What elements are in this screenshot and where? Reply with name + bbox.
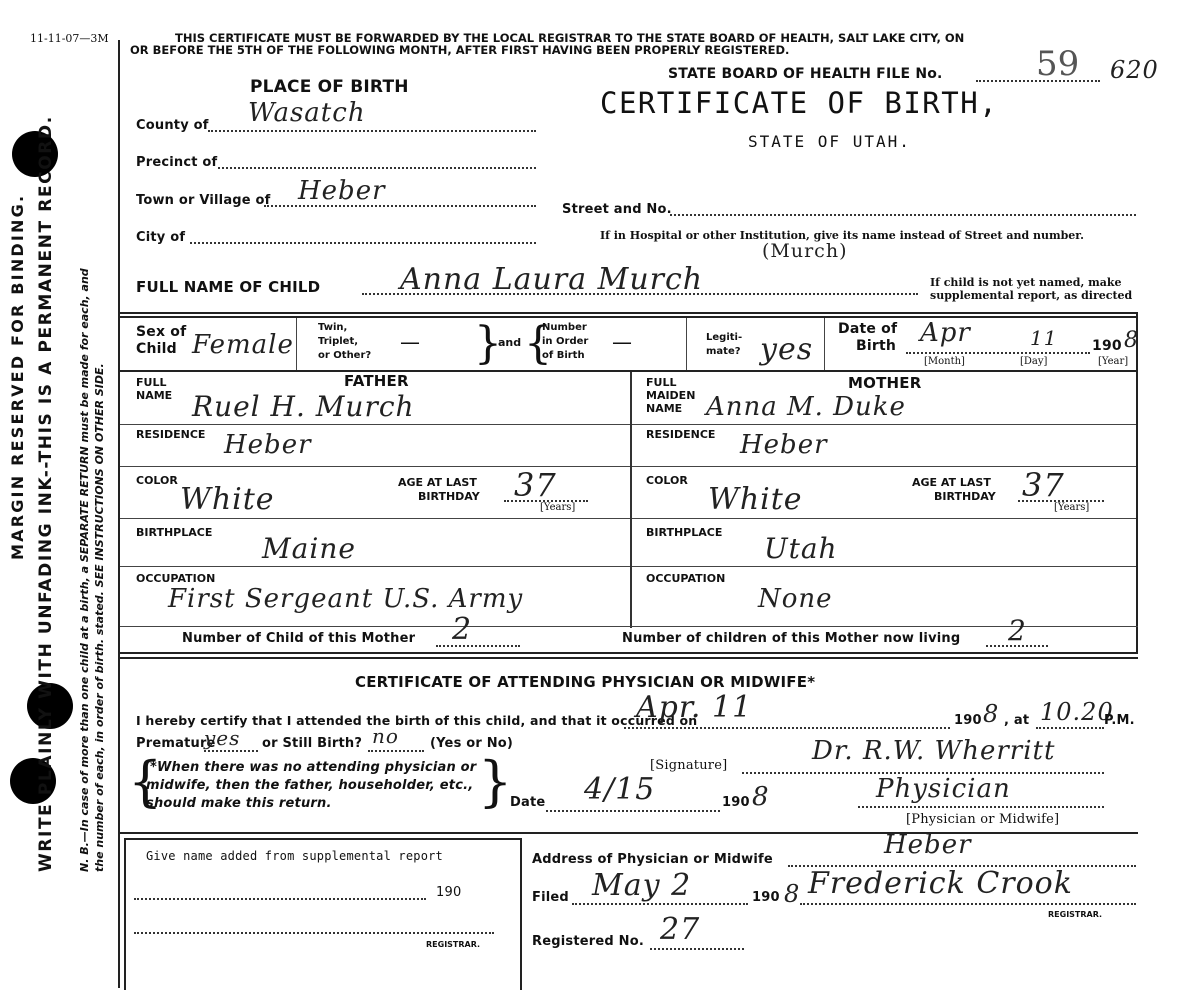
supplemental-label: Give name added from supplemental report — [146, 849, 443, 863]
order-label-1: Number — [542, 322, 587, 333]
premature-line — [204, 750, 258, 752]
time-value: 10.20 — [1040, 698, 1114, 726]
mother-birthplace-value: Utah — [764, 532, 838, 565]
supplemental-registrar-line — [134, 932, 494, 934]
father-color-label: COLOR — [136, 474, 178, 487]
mother-name-value: Anna M. Duke — [706, 392, 906, 422]
physician-title: Physician — [876, 774, 1011, 804]
order-label-2: in Order — [542, 336, 589, 347]
dob-line — [906, 352, 1090, 354]
form-code: 11-11-07—3M — [30, 32, 109, 45]
father-occupation-label: OCCUPATION — [136, 572, 216, 585]
order-label-3: of Birth — [542, 350, 585, 361]
legit-label-1: Legiti- — [706, 332, 743, 343]
parents-divider — [630, 372, 632, 628]
precinct-line — [218, 167, 536, 169]
mother-age-label-1: AGE AT LAST — [912, 476, 991, 489]
sign-date-line — [546, 810, 720, 812]
and-label: and — [498, 336, 522, 349]
address-label: Address of Physician or Midwife — [532, 852, 773, 867]
town-value: Heber — [298, 176, 386, 206]
signature-value: Dr. R.W. Wherritt — [812, 736, 1056, 766]
father-heading: FATHER — [344, 372, 409, 390]
dob-month: Apr — [920, 318, 971, 348]
title-line — [858, 806, 1104, 808]
at-label: , at — [1004, 713, 1030, 728]
year-label: [Year] — [1098, 356, 1129, 367]
file-no-extra: 620 — [1110, 56, 1159, 84]
mother-name-label-2: MAIDEN — [646, 389, 696, 402]
full-name-value: Anna Laura Murch — [400, 262, 704, 297]
father-age-value: 37 — [514, 466, 557, 504]
date-label: Date — [510, 795, 546, 810]
mother-color-label: COLOR — [646, 474, 688, 487]
registered-no-label: Registered No. — [532, 934, 644, 949]
dob-label-2: Birth — [856, 338, 897, 354]
sex-label-2: Child — [136, 341, 177, 357]
stillbirth-line — [368, 750, 424, 752]
table-top-rule-2 — [120, 316, 1138, 318]
row-rule — [120, 626, 1138, 627]
table-right-rule — [1136, 312, 1138, 654]
mother-name-label-3: NAME — [646, 402, 683, 415]
row-rule — [632, 566, 1136, 567]
precinct-label: Precinct of — [136, 155, 218, 170]
attendant-heading: CERTIFICATE OF ATTENDING PHYSICIAN OR MIDWIFE* — [355, 673, 816, 691]
birth-year-prefix: 190 — [954, 713, 982, 728]
legit-label-2: mate? — [706, 346, 741, 357]
filed-date-line — [572, 903, 748, 905]
filed-date-value: May 2 — [592, 868, 692, 903]
filed-year-digit: 8 — [784, 880, 801, 908]
table-bottom-rule-2 — [120, 657, 1138, 659]
attendant-note-1: *When there was no attending physician or — [150, 760, 477, 775]
child-number-value: 2 — [452, 612, 473, 647]
file-no-value: 59 — [1036, 44, 1080, 84]
stillbirth-value: no — [372, 724, 399, 748]
father-name-value: Ruel H. Murch — [192, 390, 415, 423]
registrar-label: REGISTRAR. — [1048, 910, 1103, 919]
father-age-label-2: BIRTHDAY — [418, 490, 480, 503]
mother-occupation-value: None — [758, 584, 833, 614]
sign-year-prefix: 190 — [722, 795, 750, 810]
father-residence-label: RESIDENCE — [136, 428, 206, 441]
signature-label: [Signature] — [650, 758, 728, 773]
attendant-note-2: midwife, then the father, householder, etc., — [146, 778, 474, 793]
file-no-label: STATE BOARD OF HEALTH FILE No. — [668, 66, 943, 82]
father-birthplace-value: Maine — [262, 532, 356, 565]
margin-main-text: WRITE PLAINLY WITH UNFADING INK--THIS IS A PERMANENT RECORD. — [36, 115, 56, 872]
twin-label-1: Twin, — [318, 322, 348, 333]
row-rule — [120, 424, 630, 425]
certificate-title: CERTIFICATE OF BIRTH, — [600, 86, 999, 120]
registered-no-line — [650, 948, 744, 950]
brace: { — [128, 750, 163, 813]
filed-label: Filed — [532, 890, 569, 905]
mother-residence-label: RESIDENCE — [646, 428, 716, 441]
table-top-rule — [120, 312, 1138, 314]
registrar-signature: Frederick Crook — [808, 866, 1073, 901]
dob-label-1: Date of — [838, 321, 898, 337]
father-residence-value: Heber — [224, 430, 312, 460]
dob-day: 11 — [1030, 326, 1058, 350]
registered-no-value: 27 — [660, 912, 701, 947]
filed-year-prefix: 190 — [752, 890, 780, 905]
order-value: — — [612, 330, 632, 354]
father-age-label-1: AGE AT LAST — [398, 476, 477, 489]
certify-text: I hereby certify that I attended the birth of this child, and that it occurred on — [136, 713, 698, 728]
county-line — [208, 130, 536, 132]
physician-midwife-label: [Physician or Midwife] — [906, 812, 1060, 827]
father-color-value: White — [180, 482, 275, 517]
table-rule — [120, 370, 1138, 372]
yes-no-label: (Yes or No) — [430, 736, 514, 751]
dob-year-digit: 8 — [1124, 328, 1139, 353]
instructions-line-1: THIS CERTIFICATE MUST BE FORWARDED BY THE LOCAL REGISTRAR TO THE STATE BOARD OF HEALTH, SALT LAKE CITY, ON — [175, 31, 965, 45]
time-suffix: P.M. — [1104, 713, 1135, 728]
father-name-label-1: FULL — [136, 376, 167, 389]
twin-label-2: Triplet, — [318, 336, 359, 347]
full-name-label: FULL NAME OF CHILD — [136, 278, 321, 296]
mother-residence-value: Heber — [740, 430, 828, 460]
mother-occupation-label: OCCUPATION — [646, 572, 726, 585]
town-label: Town or Village of — [136, 193, 271, 208]
row-rule — [632, 518, 1136, 519]
father-years-label: [Years] — [540, 502, 576, 513]
county-value: Wasatch — [248, 98, 366, 128]
brace: { — [524, 318, 552, 369]
city-line — [190, 242, 536, 244]
sign-year-digit: 8 — [752, 782, 770, 812]
name-correction: (Murch) — [762, 240, 848, 262]
brace: } — [474, 318, 502, 369]
stillbirth-label: or Still Birth? — [262, 736, 363, 751]
section-rule — [120, 832, 1138, 834]
brace: } — [478, 750, 513, 813]
living-value: 2 — [1008, 614, 1027, 647]
margin-binding-text: MARGIN RESERVED FOR BINDING. — [8, 193, 27, 560]
row-rule — [632, 424, 1136, 425]
mother-heading: MOTHER — [848, 374, 922, 392]
month-label: [Month] — [924, 356, 965, 367]
birth-date-value: Apr. 11 — [636, 690, 753, 725]
mother-age-value: 37 — [1022, 466, 1065, 504]
sex-label-1: Sex of — [136, 324, 187, 340]
margin-note-line-1: N. B.—In case of more than one child at a birth, a SEPARATE RETURN must be made for each, and — [78, 268, 91, 872]
time-line — [1036, 727, 1104, 729]
row-divider — [296, 318, 297, 370]
supplemental-line — [134, 898, 426, 900]
not-named-note-2: supplemental report, as directed — [930, 289, 1133, 302]
twin-label-3: or Other? — [318, 350, 372, 361]
mother-name-label-1: FULL — [646, 376, 677, 389]
mother-color-value: White — [708, 482, 803, 517]
binding-margin-rule — [118, 40, 120, 988]
supplemental-registrar-label: REGISTRAR. — [426, 940, 481, 949]
father-name-label-2: NAME — [136, 389, 173, 402]
not-named-note-1: If child is not yet named, make — [930, 276, 1122, 289]
address-value: Heber — [884, 830, 972, 860]
birth-date-line — [624, 727, 950, 729]
row-rule — [120, 518, 630, 519]
father-birthplace-label: BIRTHPLACE — [136, 526, 213, 539]
hospital-note: If in Hospital or other Institution, give its name instead of Street and number. — [600, 229, 1084, 242]
birth-year-digit: 8 — [983, 700, 1000, 728]
mother-age-label-2: BIRTHDAY — [934, 490, 996, 503]
registrar-line — [800, 903, 1136, 905]
certificate-subtitle: STATE OF UTAH. — [748, 132, 911, 151]
twin-value: — — [400, 330, 420, 354]
father-occupation-value: First Sergeant U.S. Army — [168, 584, 524, 614]
mother-years-label: [Years] — [1054, 502, 1090, 513]
instructions-line-2: OR BEFORE THE 5TH OF THE FOLLOWING MONTH, AFTER FIRST HAVING BEEN PROPERLY REGISTERED. — [130, 43, 790, 57]
attendant-note-3: should make this return. — [146, 796, 332, 811]
legit-value: yes — [760, 332, 814, 367]
premature-value: yes — [204, 726, 241, 750]
city-label: City of — [136, 230, 186, 245]
child-number-line — [436, 645, 520, 647]
living-label: Number of children of this Mother now living — [622, 631, 961, 646]
row-rule — [120, 566, 630, 567]
place-of-birth-heading: PLACE OF BIRTH — [250, 77, 409, 97]
sex-value: Female — [192, 330, 294, 360]
street-line — [670, 214, 1136, 216]
street-label: Street and No. — [562, 202, 672, 217]
supplemental-year-prefix: 190 — [436, 885, 462, 900]
day-label: [Day] — [1020, 356, 1048, 367]
row-divider — [686, 318, 687, 370]
county-label: County of — [136, 118, 209, 133]
margin-note-line-2: the number of each, in order of birth. stated. SEE INSTRUCTIONS ON OTHER SIDE. — [93, 363, 106, 872]
dob-year-prefix: 190 — [1092, 338, 1122, 354]
sign-date-value: 4/15 — [584, 772, 656, 807]
child-number-label: Number of Child of this Mother — [182, 631, 416, 646]
table-bottom-rule — [120, 652, 1138, 654]
premature-label: Premature — [136, 736, 216, 751]
row-divider — [824, 318, 825, 370]
mother-birthplace-label: BIRTHPLACE — [646, 526, 723, 539]
